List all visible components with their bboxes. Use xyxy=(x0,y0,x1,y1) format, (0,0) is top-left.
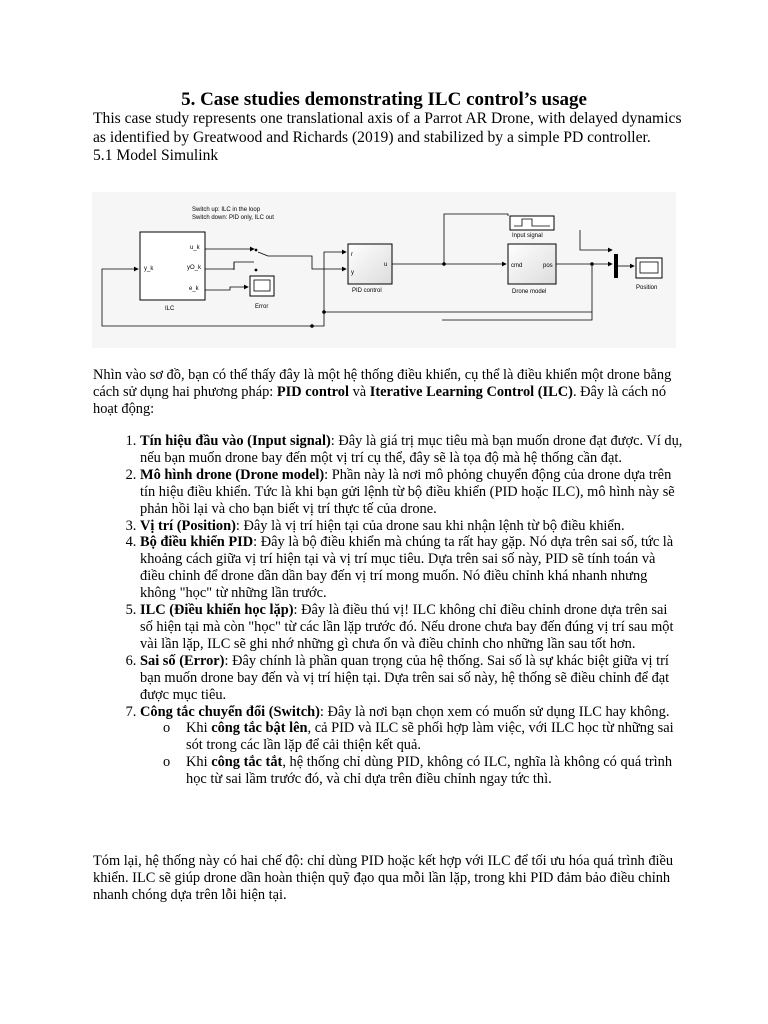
list-item xyxy=(140,602,683,653)
intro-paragraph: This case study represents one translational axis of a Parrot AR Drone, with delayed dynamics as identified by Greatwood and Richards (2019) and stabilized by a simple PD controller. xyxy=(93,110,682,146)
switch-note-down: Switch down: PID only, ILC out xyxy=(192,215,274,221)
explanation-text xyxy=(93,367,683,418)
explanation-bold-ilc: Iterative Learning Control (ILC) xyxy=(369,383,573,400)
error-scope[interactable] xyxy=(250,276,274,310)
list-item-text: : Đây là điều thú vị! ILC không chỉ điều chỉnh drone dựa trên sai số hiện tại mà còn "học" từ các lần lặp trước đó. Nếu drone chưa bay đến đúng vị trí sau một vài lần lặp, ILC sẽ ghi nhớ những gì chưa ổn và điều chỉnh cho những lần sau tốt hơn. xyxy=(140,602,674,652)
bullet-marker: o xyxy=(163,720,171,737)
sub-item-prefix: Khi xyxy=(186,754,212,771)
list-item xyxy=(140,534,683,602)
list-item-text: : Phần này là nơi mô phỏng chuyển động của drone dựa trên tín hiệu điều khiển. Tức là khi bạn gửi lệnh từ bộ điều khiển (PID hoặc ILC), mô hình này sẽ phản hồi lại và cho bạn biết vị trí thực tế của drone. xyxy=(140,466,675,517)
list-item-text: : Đây là giá trị mục tiêu mà bạn muốn drone đạt được. Ví dụ, nếu bạn muốn drone bay đến một vị trí cụ thể, đây sẽ là tọa độ mà hệ thống cần đạt. xyxy=(140,433,683,466)
list-item-title: Sai số (Error) xyxy=(140,652,225,669)
sub-item-text: , hệ thống chỉ dùng PID, không có ILC, nghĩa là không có quá trình học từ sai lầm trước đó, và chỉ dựa trên điều chỉnh ngay tức thì. xyxy=(186,754,673,788)
list-item-title: ILC (Điều khiển học lặp) xyxy=(140,602,294,619)
pid-block-label: PID control xyxy=(352,288,382,294)
ilc-port-e-k: e_k xyxy=(189,286,199,292)
ilc-port-y-k: y_k xyxy=(144,266,154,272)
subsection-label: 5.1 Model Simulink xyxy=(93,147,219,164)
list-item-text: : Đây là bộ điều khiển mà chúng ta rất hay gặp. Nó dựa trên sai số, tức là khoảng cách giữa vị trí hiện tại và vị trí mục tiêu. Dựa trên sai số này, PID sẽ tính toán và điều chỉnh để drone dần dần bay đến vị trí mong muốn. Nó điều chỉnh khá nhanh nhưng không "học" từ những lần trước. xyxy=(140,534,674,602)
pid-block[interactable] xyxy=(348,244,392,294)
simulink-diagram xyxy=(92,192,676,348)
list-item xyxy=(140,467,683,518)
drone-port-cmd: cmd xyxy=(511,263,523,269)
switch-note-up: Switch up: ILC in the loop xyxy=(192,207,261,213)
list-item xyxy=(140,518,683,535)
list-item-title: Mô hình drone (Drone model) xyxy=(140,466,325,483)
explanation-bold-pid: PID control xyxy=(276,383,349,400)
sub-list-item xyxy=(163,754,683,788)
ilc-port-u-k: u_k xyxy=(190,245,200,251)
list-item-text: : Đây chính là phần quan trọng của hệ thống. Sai số là sự khác biệt giữa vị trí bạn muốn drone bay đến và vị trí hiện tại. Dựa trên sai số này, hệ thống sẽ điều chỉnh để đạt được mục tiêu. xyxy=(140,652,670,703)
drone-port-pos: pos xyxy=(543,263,553,269)
ilc-block[interactable] xyxy=(140,232,205,312)
list-item-title: Bộ điều khiển PID xyxy=(140,534,254,551)
pid-port-y: y xyxy=(351,270,354,276)
bullet-marker: o xyxy=(163,754,171,771)
explanation-part-1: Nhìn vào sơ đồ, bạn có thể thấy đây là một hệ thống điều khiển, cụ thể là điều khiển một drone bằng cách sử dụng hai phương pháp: xyxy=(93,367,672,400)
summary-text: Tóm lại, hệ thống này có hai chế độ: chỉ dùng PID hoặc kết hợp với ILC để tối ưu hóa quá trình điều khiển. ILC sẽ giúp drone dần hoàn thiện quỹ đạo qua mỗi lần lặp, trong khi PID đảm bảo điều chỉnh nhanh chóng dựa trên lỗi hiện tại. xyxy=(93,853,674,903)
drone-model-label: Drone model xyxy=(512,289,547,295)
component-list xyxy=(93,433,683,788)
position-scope[interactable] xyxy=(636,258,662,291)
list-item xyxy=(140,653,683,704)
drone-model-block[interactable] xyxy=(508,244,556,295)
list-item-text: : Đây là vị trí hiện tại của drone sau khi nhận lệnh từ bộ điều khiển. xyxy=(235,517,625,534)
summary-paragraph xyxy=(93,853,683,904)
intro-block xyxy=(93,110,683,166)
ilc-block-label: ILC xyxy=(165,306,175,312)
mux-block[interactable] xyxy=(614,254,618,278)
error-scope-label: Error xyxy=(255,304,269,310)
input-signal-label: Input signal xyxy=(512,233,543,239)
list-item xyxy=(140,704,683,789)
section-heading: 5. Case studies demonstrating ILC control’s usage xyxy=(181,89,587,110)
sub-item-prefix: Khi xyxy=(186,720,212,737)
sub-item-bold: công tắc bật lên xyxy=(211,720,308,737)
list-item xyxy=(140,433,683,467)
sub-item-text: , cả PID và ILC sẽ phối hợp làm việc, với ILC học từ những sai sót trong các lần lặp để cải thiện kết quả. xyxy=(186,720,674,754)
explanation-part-3: . Đây là cách nó hoạt động: xyxy=(93,383,667,417)
list-item-text: : Đây là nơi bạn chọn xem có muốn sử dụng ILC hay không. xyxy=(319,703,670,720)
pid-port-u: u xyxy=(384,262,388,268)
list-item-title: Công tắc chuyển đổi (Switch) xyxy=(140,703,320,720)
list-item-title: Tín hiệu đầu vào (Input signal) xyxy=(140,433,331,449)
position-scope-label: Position xyxy=(636,285,658,291)
switch-block[interactable] xyxy=(255,249,292,272)
explanation-part-2: và xyxy=(348,383,370,400)
explanation-paragraph xyxy=(93,367,683,418)
sub-list-item xyxy=(163,720,683,754)
list-item-title: Vị trí (Position) xyxy=(140,517,236,534)
pid-port-r: r xyxy=(351,252,353,258)
ilc-port-y0-k: yO_k xyxy=(187,265,202,271)
sub-item-bold: công tắc tắt xyxy=(211,754,283,771)
switch-sub-list xyxy=(140,720,683,788)
input-signal-block[interactable] xyxy=(510,216,554,239)
